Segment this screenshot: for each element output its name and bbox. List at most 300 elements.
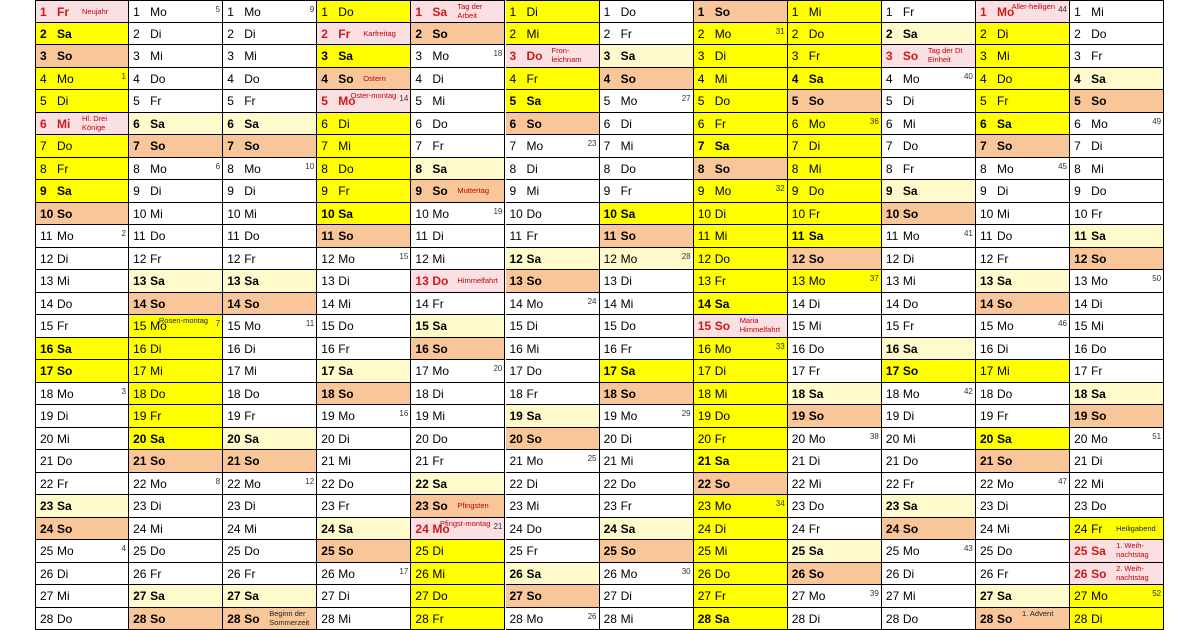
day-cell[interactable] [35,248,129,271]
day-cell[interactable] [35,383,129,406]
day-cell[interactable] [317,495,411,518]
day-cell[interactable] [35,428,129,451]
day-cell[interactable] [694,158,788,181]
day-cell[interactable] [506,315,600,338]
day-cell[interactable] [506,405,600,428]
day-cell[interactable] [788,563,882,586]
day-cell[interactable] [1070,158,1164,181]
day-cell[interactable] [317,90,411,113]
day-cell[interactable] [976,23,1070,46]
day-cell[interactable] [223,158,317,181]
day-cell[interactable] [129,338,223,361]
day-cell[interactable] [694,45,788,68]
day-cell[interactable] [694,225,788,248]
day-cell[interactable] [600,405,694,428]
day-cell[interactable] [788,113,882,136]
day-cell[interactable] [317,113,411,136]
day-cell[interactable] [1070,0,1164,23]
day-cell[interactable] [788,135,882,158]
day-cell[interactable] [35,450,129,473]
day-cell[interactable] [1070,270,1164,293]
day-cell[interactable] [506,0,600,23]
day-cell[interactable] [317,383,411,406]
day-cell[interactable] [1070,540,1164,563]
day-cell[interactable] [223,473,317,496]
day-cell[interactable] [129,180,223,203]
day-cell[interactable] [223,540,317,563]
day-cell[interactable] [600,68,694,91]
day-cell[interactable] [1070,225,1164,248]
day-cell[interactable] [223,405,317,428]
day-cell[interactable] [1070,23,1164,46]
day-cell[interactable] [506,608,600,630]
day-cell[interactable] [35,540,129,563]
day-cell[interactable] [1070,135,1164,158]
day-cell[interactable] [129,518,223,541]
day-cell[interactable] [411,23,505,46]
day-cell[interactable] [411,585,505,608]
day-cell[interactable] [129,90,223,113]
day-cell[interactable] [506,68,600,91]
day-cell[interactable] [694,180,788,203]
day-cell[interactable] [506,540,600,563]
day-cell[interactable] [317,338,411,361]
day-cell[interactable] [882,473,976,496]
day-cell[interactable] [1070,315,1164,338]
day-cell[interactable] [506,270,600,293]
day-cell[interactable] [317,270,411,293]
day-cell[interactable] [882,225,976,248]
day-cell[interactable] [976,135,1070,158]
day-cell[interactable] [976,608,1070,630]
day-cell[interactable] [788,495,882,518]
day-cell[interactable] [35,158,129,181]
day-cell[interactable] [317,180,411,203]
day-cell[interactable] [129,383,223,406]
day-cell[interactable] [506,383,600,406]
day-cell[interactable] [411,270,505,293]
day-cell[interactable] [506,45,600,68]
day-cell[interactable] [223,45,317,68]
day-cell[interactable] [976,405,1070,428]
day-cell[interactable] [788,540,882,563]
day-cell[interactable] [35,405,129,428]
day-cell[interactable] [506,585,600,608]
day-cell[interactable] [317,293,411,316]
day-cell[interactable] [223,315,317,338]
day-cell[interactable] [600,270,694,293]
day-cell[interactable] [882,0,976,23]
day-cell[interactable] [1070,68,1164,91]
day-cell[interactable] [223,225,317,248]
day-cell[interactable] [882,563,976,586]
day-cell[interactable] [1070,113,1164,136]
day-cell[interactable] [35,45,129,68]
day-cell[interactable] [882,68,976,91]
day-cell[interactable] [976,45,1070,68]
day-cell[interactable] [600,338,694,361]
day-cell[interactable] [317,540,411,563]
day-cell[interactable] [976,495,1070,518]
day-cell[interactable] [129,608,223,630]
day-cell[interactable] [600,225,694,248]
day-cell[interactable] [35,23,129,46]
day-cell[interactable] [506,473,600,496]
day-cell[interactable] [600,383,694,406]
day-cell[interactable] [411,563,505,586]
day-cell[interactable] [223,450,317,473]
day-cell[interactable] [600,45,694,68]
day-cell[interactable] [788,23,882,46]
day-cell[interactable] [1070,338,1164,361]
day-cell[interactable] [317,563,411,586]
day-cell[interactable] [976,360,1070,383]
day-cell[interactable] [694,248,788,271]
day-cell[interactable] [223,563,317,586]
day-cell[interactable] [317,225,411,248]
day-cell[interactable] [411,135,505,158]
day-cell[interactable] [694,473,788,496]
day-cell[interactable] [506,158,600,181]
day-cell[interactable] [411,518,505,541]
day-cell[interactable] [411,405,505,428]
day-cell[interactable] [882,360,976,383]
day-cell[interactable] [976,518,1070,541]
day-cell[interactable] [694,518,788,541]
day-cell[interactable] [35,338,129,361]
day-cell[interactable] [788,450,882,473]
day-cell[interactable] [35,113,129,136]
day-cell[interactable] [788,158,882,181]
day-cell[interactable] [600,158,694,181]
day-cell[interactable] [1070,180,1164,203]
day-cell[interactable] [223,68,317,91]
day-cell[interactable] [35,0,129,23]
day-cell[interactable] [694,585,788,608]
day-cell[interactable] [694,135,788,158]
day-cell[interactable] [129,113,223,136]
day-cell[interactable] [882,293,976,316]
day-cell[interactable] [411,608,505,630]
day-cell[interactable] [506,293,600,316]
day-cell[interactable] [694,608,788,630]
day-cell[interactable] [506,428,600,451]
day-cell[interactable] [35,585,129,608]
day-cell[interactable] [694,90,788,113]
day-cell[interactable] [506,225,600,248]
day-cell[interactable] [129,495,223,518]
day-cell[interactable] [1070,428,1164,451]
day-cell[interactable] [411,248,505,271]
day-cell[interactable] [35,608,129,630]
day-cell[interactable] [694,360,788,383]
day-cell[interactable] [317,405,411,428]
day-cell[interactable] [882,338,976,361]
day-cell[interactable] [976,203,1070,226]
day-cell[interactable] [694,68,788,91]
day-cell[interactable] [788,608,882,630]
day-cell[interactable] [129,135,223,158]
day-cell[interactable] [129,225,223,248]
day-cell[interactable] [317,315,411,338]
day-cell[interactable] [694,113,788,136]
day-cell[interactable] [882,540,976,563]
day-cell[interactable] [35,225,129,248]
day-cell[interactable] [317,0,411,23]
day-cell[interactable] [223,360,317,383]
day-cell[interactable] [788,405,882,428]
day-cell[interactable] [129,293,223,316]
day-cell[interactable] [694,495,788,518]
day-cell[interactable] [788,248,882,271]
day-cell[interactable] [223,23,317,46]
day-cell[interactable] [129,0,223,23]
day-cell[interactable] [35,68,129,91]
day-cell[interactable] [882,203,976,226]
day-cell[interactable] [411,158,505,181]
day-cell[interactable] [411,315,505,338]
day-cell[interactable] [694,383,788,406]
day-cell[interactable] [317,518,411,541]
day-cell[interactable] [506,113,600,136]
day-cell[interactable] [882,518,976,541]
day-cell[interactable] [129,360,223,383]
day-cell[interactable] [35,135,129,158]
day-cell[interactable] [600,563,694,586]
day-cell[interactable] [35,360,129,383]
day-cell[interactable] [506,23,600,46]
day-cell[interactable] [882,405,976,428]
day-cell[interactable] [976,450,1070,473]
day-cell[interactable] [976,68,1070,91]
day-cell[interactable] [129,45,223,68]
day-cell[interactable] [976,428,1070,451]
day-cell[interactable] [411,203,505,226]
day-cell[interactable] [223,585,317,608]
day-cell[interactable] [788,90,882,113]
day-cell[interactable] [317,158,411,181]
day-cell[interactable] [600,315,694,338]
day-cell[interactable] [223,113,317,136]
day-cell[interactable] [411,360,505,383]
day-cell[interactable] [1070,405,1164,428]
day-cell[interactable] [600,518,694,541]
day-cell[interactable] [129,585,223,608]
day-cell[interactable] [694,428,788,451]
day-cell[interactable] [788,585,882,608]
day-cell[interactable] [1070,45,1164,68]
day-cell[interactable] [1070,203,1164,226]
day-cell[interactable] [317,450,411,473]
day-cell[interactable] [694,23,788,46]
day-cell[interactable] [411,225,505,248]
day-cell[interactable] [35,203,129,226]
day-cell[interactable] [411,0,505,23]
day-cell[interactable] [317,585,411,608]
day-cell[interactable] [35,473,129,496]
day-cell[interactable] [506,563,600,586]
day-cell[interactable] [882,113,976,136]
day-cell[interactable] [1070,585,1164,608]
day-cell[interactable] [411,113,505,136]
day-cell[interactable] [694,405,788,428]
day-cell[interactable] [129,405,223,428]
day-cell[interactable] [411,338,505,361]
day-cell[interactable] [600,113,694,136]
day-cell[interactable] [976,338,1070,361]
day-cell[interactable] [129,540,223,563]
day-cell[interactable] [506,135,600,158]
day-cell[interactable] [788,518,882,541]
day-cell[interactable] [600,0,694,23]
day-cell[interactable] [976,270,1070,293]
day-cell[interactable] [1070,293,1164,316]
day-cell[interactable] [882,248,976,271]
day-cell[interactable] [788,383,882,406]
day-cell[interactable] [882,180,976,203]
day-cell[interactable] [600,428,694,451]
day-cell[interactable] [129,23,223,46]
day-cell[interactable] [223,270,317,293]
day-cell[interactable] [976,540,1070,563]
day-cell[interactable] [694,338,788,361]
day-cell[interactable] [694,203,788,226]
day-cell[interactable] [600,585,694,608]
day-cell[interactable] [976,180,1070,203]
day-cell[interactable] [1070,90,1164,113]
day-cell[interactable] [882,495,976,518]
day-cell[interactable] [411,450,505,473]
day-cell[interactable] [788,270,882,293]
day-cell[interactable] [506,360,600,383]
day-cell[interactable] [129,428,223,451]
day-cell[interactable] [317,608,411,630]
day-cell[interactable] [882,135,976,158]
day-cell[interactable] [223,180,317,203]
day-cell[interactable] [411,180,505,203]
day-cell[interactable] [223,90,317,113]
day-cell[interactable] [600,495,694,518]
day-cell[interactable] [129,270,223,293]
day-cell[interactable] [600,293,694,316]
day-cell[interactable] [35,293,129,316]
day-cell[interactable] [882,23,976,46]
day-cell[interactable] [411,540,505,563]
day-cell[interactable] [1070,248,1164,271]
day-cell[interactable] [317,135,411,158]
day-cell[interactable] [506,450,600,473]
day-cell[interactable] [223,383,317,406]
day-cell[interactable] [976,0,1070,23]
day-cell[interactable] [694,315,788,338]
day-cell[interactable] [788,360,882,383]
day-cell[interactable] [694,270,788,293]
day-cell[interactable] [411,45,505,68]
day-cell[interactable] [600,90,694,113]
day-cell[interactable] [317,360,411,383]
day-cell[interactable] [129,248,223,271]
day-cell[interactable] [411,473,505,496]
day-cell[interactable] [223,338,317,361]
day-cell[interactable] [788,203,882,226]
day-cell[interactable] [600,608,694,630]
day-cell[interactable] [411,293,505,316]
day-cell[interactable] [411,68,505,91]
day-cell[interactable] [35,90,129,113]
day-cell[interactable] [882,270,976,293]
day-cell[interactable] [1070,495,1164,518]
day-cell[interactable] [788,225,882,248]
day-cell[interactable] [694,0,788,23]
day-cell[interactable] [1070,608,1164,630]
day-cell[interactable] [1070,563,1164,586]
day-cell[interactable] [317,473,411,496]
day-cell[interactable] [976,225,1070,248]
day-cell[interactable] [976,293,1070,316]
day-cell[interactable] [882,585,976,608]
day-cell[interactable] [35,563,129,586]
day-cell[interactable] [129,450,223,473]
day-cell[interactable] [129,563,223,586]
day-cell[interactable] [600,248,694,271]
day-cell[interactable] [976,158,1070,181]
day-cell[interactable] [976,90,1070,113]
day-cell[interactable] [976,248,1070,271]
day-cell[interactable] [129,158,223,181]
day-cell[interactable] [506,90,600,113]
day-cell[interactable] [506,203,600,226]
day-cell[interactable] [317,45,411,68]
day-cell[interactable] [694,450,788,473]
day-cell[interactable] [223,608,317,630]
day-cell[interactable] [788,0,882,23]
day-cell[interactable] [317,68,411,91]
day-cell[interactable] [882,608,976,630]
day-cell[interactable] [506,180,600,203]
day-cell[interactable] [223,428,317,451]
day-cell[interactable] [600,473,694,496]
day-cell[interactable] [788,338,882,361]
day-cell[interactable] [882,315,976,338]
day-cell[interactable] [882,383,976,406]
day-cell[interactable] [976,473,1070,496]
day-cell[interactable] [317,203,411,226]
day-cell[interactable] [600,180,694,203]
day-cell[interactable] [223,518,317,541]
day-cell[interactable] [976,315,1070,338]
day-cell[interactable] [1070,518,1164,541]
day-cell[interactable] [882,90,976,113]
day-cell[interactable] [788,293,882,316]
day-cell[interactable] [223,135,317,158]
day-cell[interactable] [317,23,411,46]
day-cell[interactable] [976,563,1070,586]
day-cell[interactable] [976,585,1070,608]
day-cell[interactable] [35,270,129,293]
day-cell[interactable] [35,180,129,203]
day-cell[interactable] [788,473,882,496]
day-cell[interactable] [35,518,129,541]
day-cell[interactable] [35,495,129,518]
day-cell[interactable] [976,383,1070,406]
day-cell[interactable] [882,428,976,451]
day-cell[interactable] [35,315,129,338]
day-cell[interactable] [600,360,694,383]
day-cell[interactable] [1070,360,1164,383]
day-cell[interactable] [882,158,976,181]
day-cell[interactable] [694,293,788,316]
day-cell[interactable] [882,45,976,68]
